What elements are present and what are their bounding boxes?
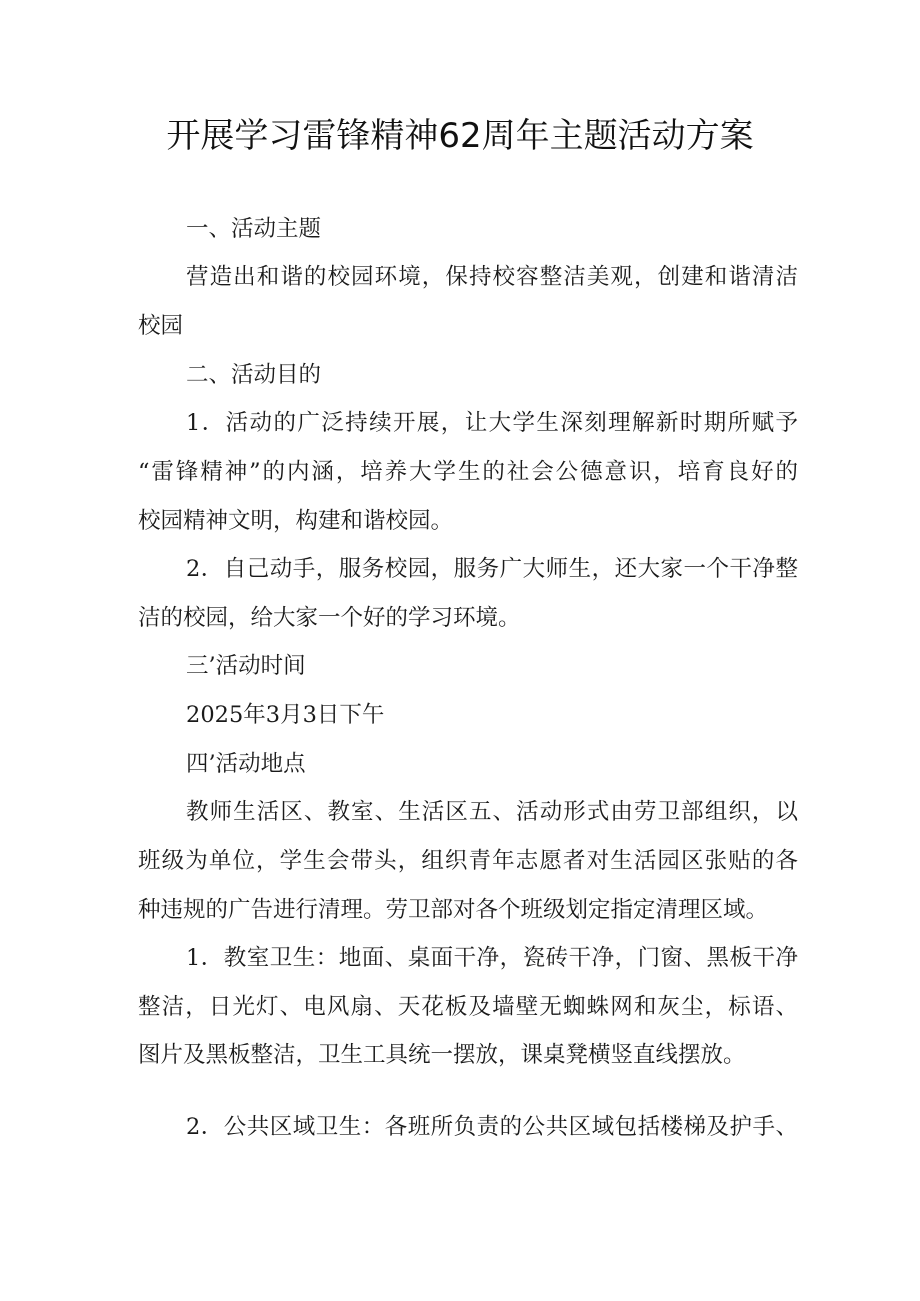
paragraph-line: 校园精神文明，构建和谐校园。: [138, 508, 454, 534]
paragraph-line: 图片及黑板整洁，卫生工具统一摆放，课桌凳横竖直线摆放。: [138, 1042, 746, 1068]
paragraph-line: 营造出和谐的校园环境，保持校容整洁美观，创建和谐清洁: [186, 264, 798, 290]
paragraph-line: 教师生活区、教室、生活区五、活动形式由劳卫部组织，以: [186, 799, 798, 825]
paragraph-line: 洁的校园，给大家一个好的学习环境。: [138, 605, 521, 631]
paragraph-line: 2．公共区域卫生：各班所负责的公共区域包括楼梯及护手、: [186, 1114, 798, 1140]
paragraph-line: 1．活动的广泛持续开展，让大学生深刻理解新时期所赋予: [186, 410, 798, 436]
paragraph-line: 校园: [138, 313, 184, 339]
activity-date: 2025年3月3日下午: [186, 702, 385, 728]
paragraph-line: “雷锋精神”的内涵，培养大学生的社会公德意识，培育良好的: [138, 459, 798, 485]
paragraph-line: 2．自己动手，服务校园，服务广大师生，还大家一个干净整: [186, 556, 798, 582]
document-title: 开展学习雷锋精神62周年主题活动方案: [166, 116, 754, 156]
paragraph-line: 整洁，日光灯、电风扇、天花板及墙壁无蜘蛛网和灰尘，标语、: [138, 994, 798, 1020]
heading-activity-time: 三’活动时间: [186, 653, 306, 679]
heading-activity-theme: 一、活动主题: [186, 216, 322, 242]
heading-activity-location: 四’活动地点: [186, 751, 306, 777]
heading-activity-purpose: 二、活动目的: [186, 362, 322, 388]
paragraph-line: 班级为单位，学生会带头，组织青年志愿者对生活园区张贴的各: [138, 848, 798, 874]
paragraph-line: 1．教室卫生：地面、桌面干净，瓷砖干净，门窗、黑板干净: [186, 945, 798, 971]
paragraph-line: 种违规的广告进行清理。劳卫部对各个班级划定指定清理区域。: [138, 897, 769, 923]
